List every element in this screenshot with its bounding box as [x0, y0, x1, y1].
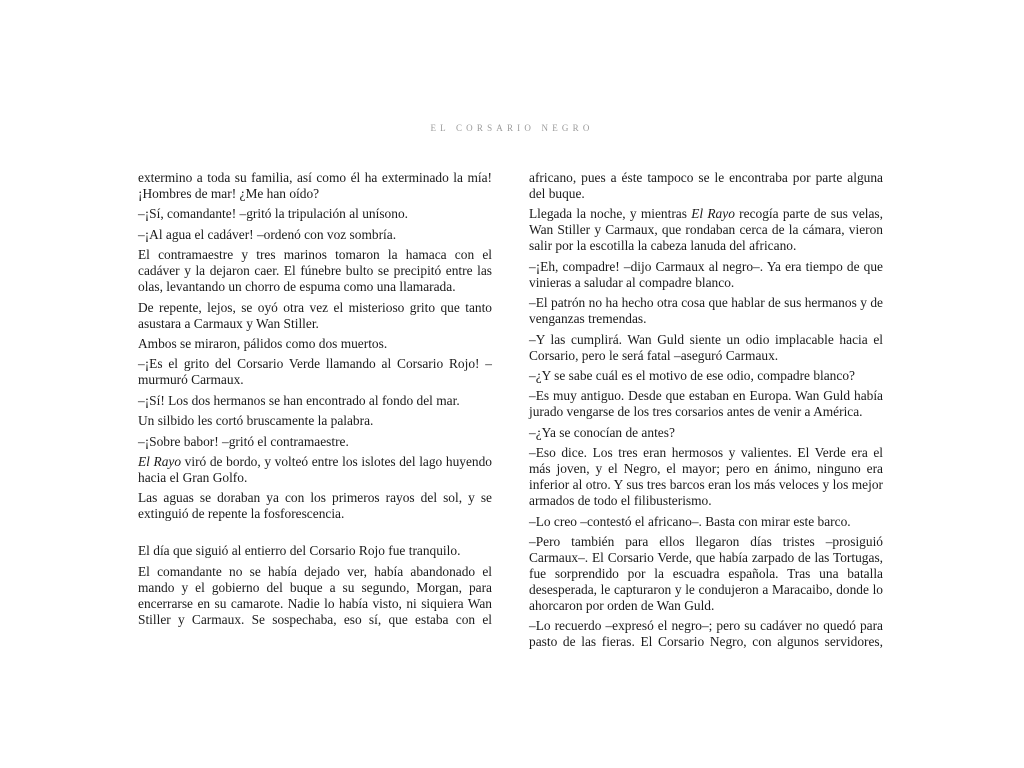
ship-name: El Rayo — [691, 206, 735, 222]
paragraph-text: De repente, lejos, se oyó otra vez el misterioso grito que tanto asustara a Carmaux y Wan Stiller. — [138, 299, 492, 331]
paragraph — [138, 206, 492, 222]
paragraph-text: –El patrón no ha hecho otra cosa que hablar de sus hermanos y de venganzas tremendas. — [529, 295, 883, 327]
ship-name: El Rayo — [138, 453, 182, 469]
paragraph — [529, 445, 883, 509]
paragraph — [529, 618, 883, 650]
paragraph — [529, 388, 883, 420]
paragraph-text: –¡Sobre babor! –gritó el contramaestre. — [138, 433, 349, 449]
paragraph-text: Las aguas se doraban ya con los primeros rayos del sol, y se extinguió de repente la fosforescencia. — [138, 490, 492, 522]
paragraph-text: –Lo creo –contestó el africano–. Basta con mirar este barco. — [529, 513, 851, 529]
paragraph-text: africano, pues a éste tampoco se le encontraba por parte alguna del buque. — [529, 170, 883, 201]
paragraph-text: –¡Eh, compadre! –dijo Carmaux al negro–. Ya era tiempo de que vinieras a saludar al compadre blanco. — [529, 258, 883, 290]
paragraph — [138, 170, 492, 202]
paragraph — [138, 490, 492, 522]
paragraph — [138, 356, 492, 388]
paragraph-text: –Lo recuerdo –expresó el negro–; pero su cadáver no quedó para pasto de las fieras. El Corsario Negro, con algunos servidores, — [529, 618, 883, 650]
paragraph — [138, 227, 492, 243]
paragraph — [138, 336, 492, 352]
paragraph-text: extermino a toda su familia, así como él ha exterminado la mía! ¡Hombres de mar! ¿Me han oído? — [138, 170, 492, 201]
paragraph-text: –¿Ya se conocían de antes? — [529, 424, 675, 440]
paragraph — [138, 564, 492, 628]
paragraph — [138, 543, 492, 559]
paragraph-text: –Y las cumplirá. Wan Guld siente un odio implacable hacia el Corsario, pero le será fatal –aseguró Carmaux. — [529, 331, 883, 363]
paragraph-text: Llegada la noche, y mientras — [529, 206, 692, 222]
paragraph-text: El contramaestre y tres marinos tomaron la hamaca con el cadáver y la dejaron caer. El fúnebre bulto se precipitó entre las olas, levantando un chorro de espuma como una llamarada. — [138, 247, 492, 295]
left-column — [138, 170, 492, 632]
paragraph-text: viró de bordo, y volteó entre los islotes del lago huyendo hacia el Gran Golfo. — [138, 453, 492, 485]
paragraph-text: –Eso dice. Los tres eran hermosos y valientes. El Verde era el más joven, y el Negro, el mayor; pero en ánimo, ninguno era inferior al otro. Y sus tres barcos eran los más veloces y los mejor armados de todo el filibusterismo. — [529, 445, 883, 509]
paragraph-text: recogía parte de sus velas, Wan Stiller y Carmaux, que rondaban cerca de la cámara, vieron salir por la escotilla la cabeza lanuda del africano. — [529, 206, 883, 254]
paragraph-text: Ambos se miraron, pálidos como dos muertos. — [138, 335, 388, 351]
paragraph-text: El día que siguió al entierro del Corsario Rojo fue tranquilo. — [138, 543, 461, 559]
paragraph — [138, 413, 492, 429]
paragraph — [529, 425, 883, 441]
paragraph — [138, 454, 492, 486]
paragraph — [529, 534, 883, 614]
paragraph — [138, 434, 492, 450]
paragraph — [138, 300, 492, 332]
paragraph-text: –¡Sí! Los dos hermanos se han encontrado al fondo del mar. — [138, 392, 460, 408]
paragraph-text: –¡Al agua el cadáver! –ordenó con voz sombría. — [138, 226, 397, 242]
paragraph — [529, 332, 883, 364]
paragraph-text: Un silbido les cortó bruscamente la palabra. — [138, 413, 374, 429]
paragraph-text: –¿Y se sabe cuál es el motivo de ese odio, compadre blanco? — [529, 367, 855, 383]
paragraph-text: El comandante no se había dejado ver, había abandonado el mando y el gobierno del buque a su segundo, Morgan, para encerrarse en su camarote. Nadie lo había visto, ni siquiera Wan Stiller y Carmaux. Se sospechaba, eso sí, que estaba con el — [138, 563, 492, 627]
paragraph — [529, 170, 883, 202]
paragraph — [529, 514, 883, 530]
paragraph — [529, 206, 883, 254]
paragraph — [138, 247, 492, 295]
paragraph-text: –Es muy antiguo. Desde que estaban en Europa. Wan Guld había jurado vengarse de los tres corsarios antes de venir a América. — [529, 388, 883, 420]
running-header: EL CORSARIO NEGRO — [430, 123, 594, 133]
paragraph-text: –Pero también para ellos llegaron días tristes –prosiguió Carmaux–. El Corsario Verde, que había zarpado de las Tortugas, fue sorprendido por la escuadra española. Tras una batalla desesperada, le capturaron y le condujeron a Maracaibo, donde lo ahorcaron por orden de Wan Guld. — [529, 533, 883, 613]
paragraph-text: –¡Es el grito del Corsario Verde llamando al Corsario Rojo! –murmuró Carmaux. — [138, 356, 492, 388]
paragraph — [529, 295, 883, 327]
paragraph — [529, 368, 883, 384]
paragraph-text: –¡Sí, comandante! –gritó la tripulación al unísono. — [138, 206, 408, 222]
right-column — [529, 170, 883, 655]
paragraph — [529, 259, 883, 291]
paragraph — [138, 393, 492, 409]
